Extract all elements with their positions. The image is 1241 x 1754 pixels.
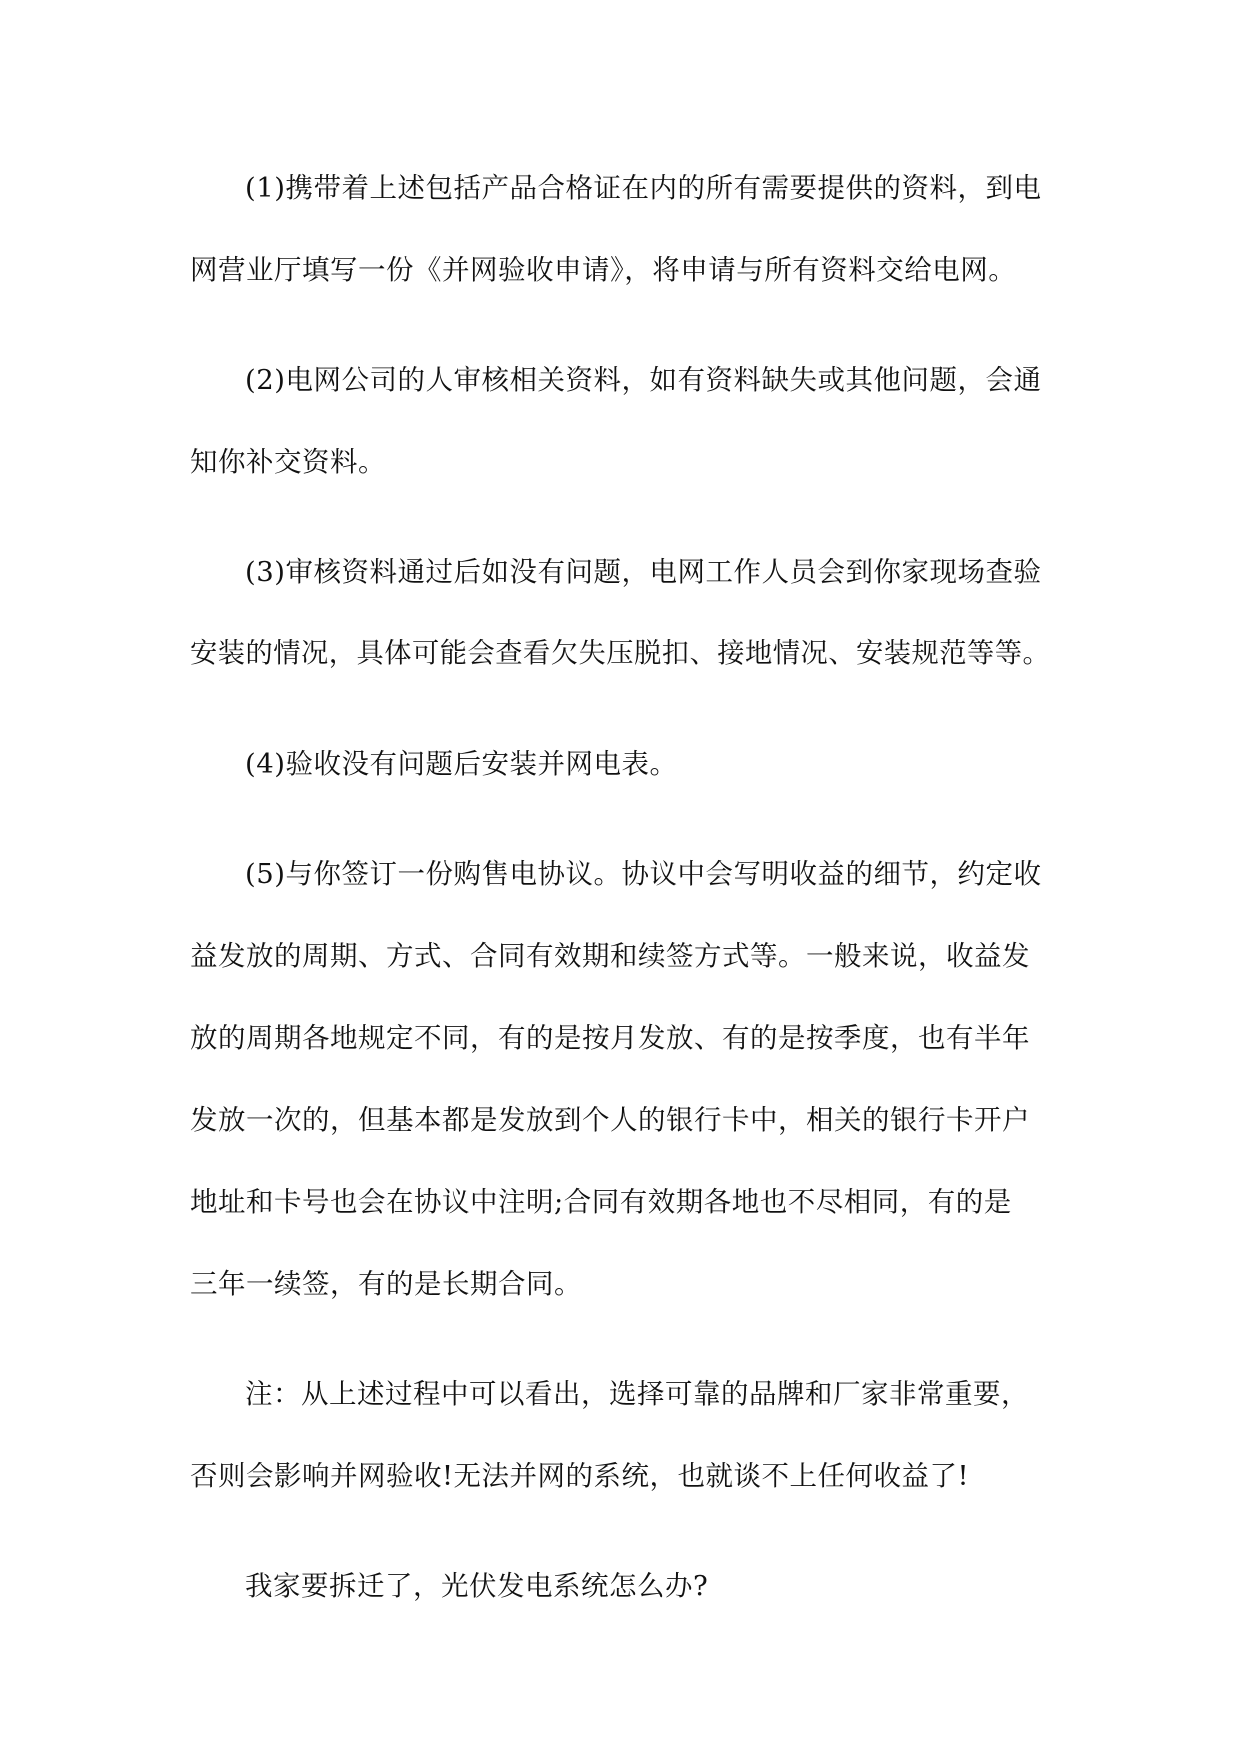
paragraph-1-line-2: 网营业厅填写一份《并网验收申请》，将申请与所有资料交给电网。 — [190, 254, 1017, 286]
paragraph-5-line-2: 益发放的周期、方式、合同有效期和续签方式等。一般来说，收益发 — [190, 940, 1030, 972]
note-line-1: 注：从上述过程中可以看出，选择可靠的品牌和厂家非常重要， — [245, 1378, 1029, 1410]
paragraph-5-line-4: 发放一次的，但基本都是发放到个人的银行卡中，相关的银行卡开户 — [190, 1104, 1030, 1136]
paragraph-2-line-2: 知你补交资料。 — [190, 446, 386, 478]
paragraph-5-line-5: 地址和卡号也会在协议中注明;合同有效期各地也不尽相同，有的是 — [190, 1186, 1012, 1218]
paragraph-3-line-2: 安装的情况，具体可能会查看欠失压脱扣、接地情况、安装规范等等。 — [190, 638, 1051, 669]
paragraph-5-line-1: (5)与你签订一份购售电协议。协议中会写明收益的细节，约定收 — [245, 858, 1042, 890]
note-line-2: 否则会影响并网验收!无法并网的系统，也就谈不上任何收益了! — [190, 1460, 970, 1492]
paragraph-4-line-1: (4)验收没有问题后安装并网电表。 — [245, 748, 678, 780]
paragraph-1-line-1: (1)携带着上述包括产品合格证在内的所有需要提供的资料，到电 — [245, 172, 1042, 204]
paragraph-5-line-3: 放的周期各地规定不同，有的是按月发放、有的是按季度，也有半年 — [190, 1022, 1030, 1054]
question-heading: 我家要拆迁了，光伏发电系统怎么办? — [245, 1570, 709, 1602]
paragraph-2-line-1: (2)电网公司的人审核相关资料，如有资料缺失或其他问题，会通 — [245, 364, 1042, 396]
paragraph-5-line-6: 三年一续签，有的是长期合同。 — [190, 1268, 582, 1300]
paragraph-3-line-1: (3)审核资料通过后如没有问题，电网工作人员会到你家现场查验 — [245, 556, 1042, 588]
